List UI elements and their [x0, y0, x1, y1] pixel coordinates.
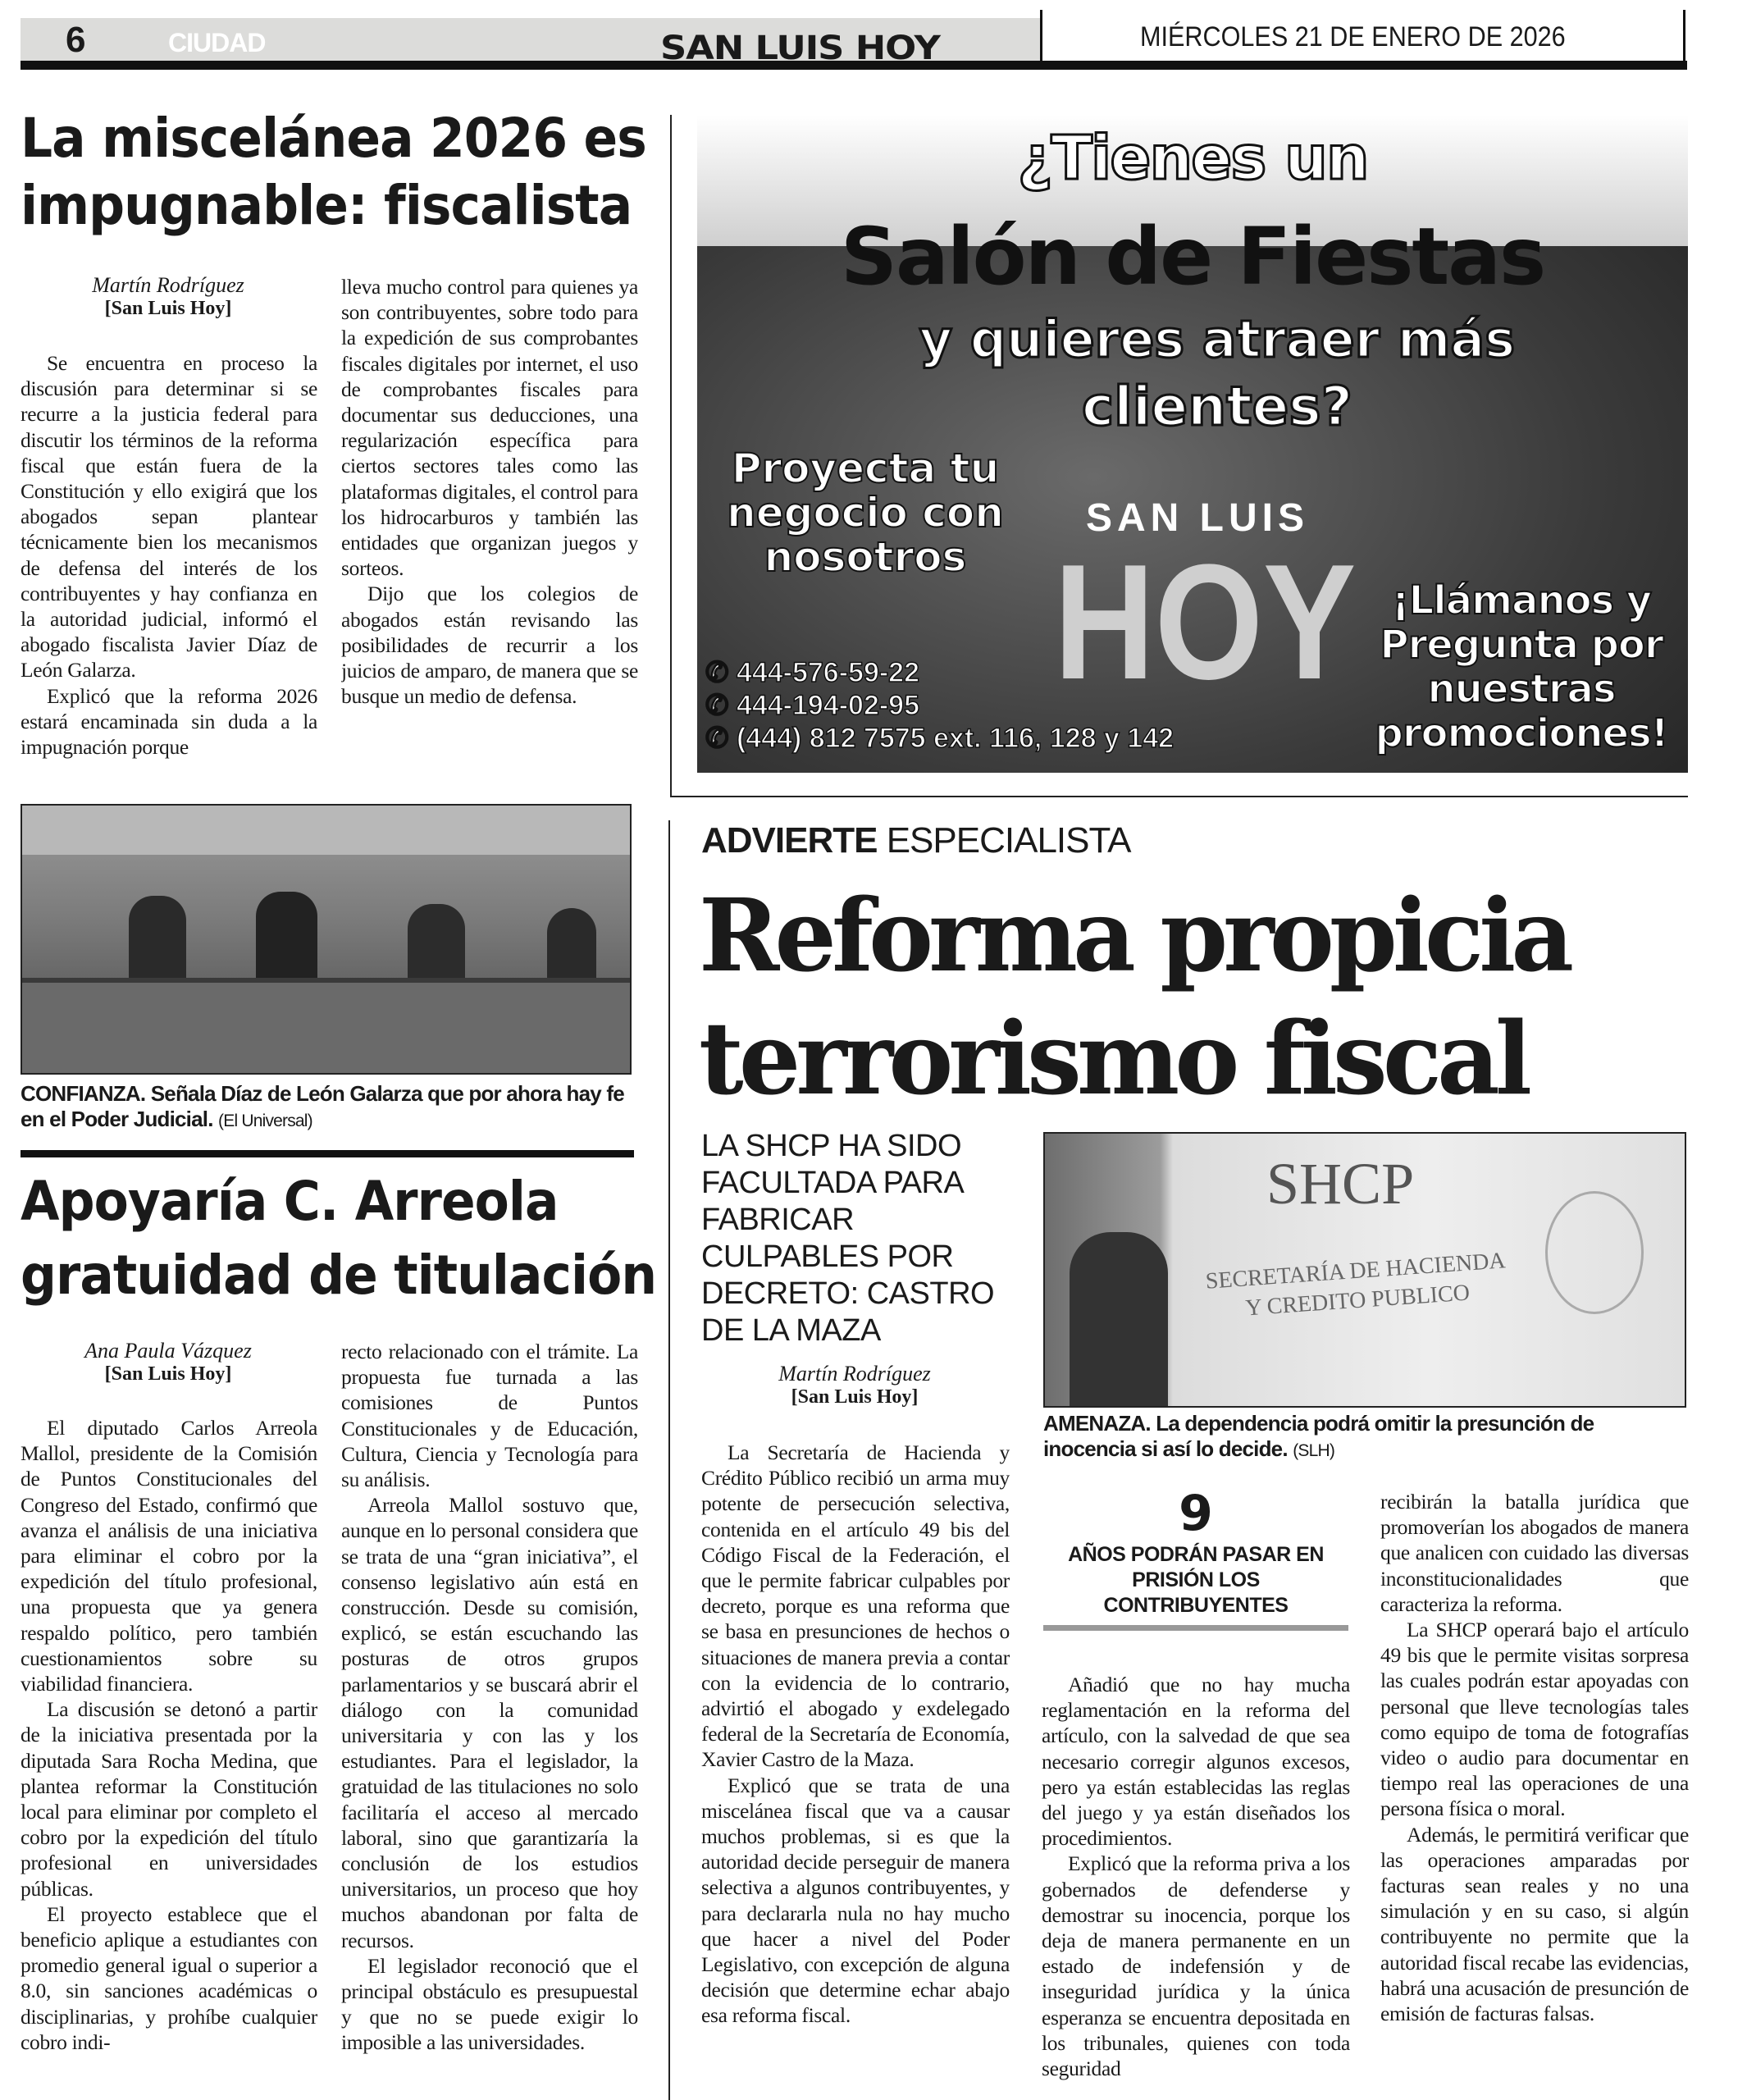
person: [408, 904, 465, 978]
ad-logo-text: SAN LUIS: [1085, 496, 1309, 540]
author: Martín Rodríguez: [92, 273, 244, 297]
person: [256, 892, 317, 978]
issue-date: MIÉRCOLES 21 DE ENERO DE 2026: [1140, 21, 1566, 52]
headline-line: Apoyaría C. Arreola: [21, 1170, 559, 1233]
paragraph: El diputado Carlos Arreola Mallol, presidente de la Comisión de Puntos Constitucionales del Congreso del Estado, confirmó que avanza el análisis de una iniciativa para eliminar el cobro por la expedición del título profesional, una propuesta que ya genera respaldo político, pero también cuestionamientos sobre su viabilidad financiera.: [21, 1416, 317, 1696]
newspaper-name: SAN LUIS HOY: [660, 30, 940, 67]
stat-rule: [1043, 1625, 1348, 1631]
paragraph: Arreola Mallol sostuvo que, aunque en lo personal considera que se trata de una “gran iniciativa”, el consenso legislativo aún está en construcción. Desde su comisión, explicó, se están escuchando las posturas de otros grupos parlamentarios y se buscará abrir el diálogo con la comunidad universitaria y con las y los estudiantes. Para el legislador, la gratuidad de las titulaciones no solo facilitaría el acceso al mercado laboral, sino que garantizaría la conclusión de los estudios universitarios, un proceso que hoy muchos abandonan por falta de recursos.: [341, 1493, 638, 1952]
article3-column-3: [1380, 1489, 1689, 2100]
sign-acronym: SHCP: [1266, 1151, 1415, 1217]
article3-column-2: [1042, 1672, 1350, 2100]
page-number: 6: [66, 20, 86, 60]
outlet: [San Luis Hoy]: [104, 298, 232, 319]
bench: [22, 978, 632, 1075]
ad-phones: [705, 656, 1174, 755]
paragraph: La SHCP operará bajo el artículo 49 bis que le permite visitas sorpresa las cuales podrán estar apoyadas con personal que lleve tecnologías tales como equipo de toma de fotografías video o audio para documentar en tiempo real las operaciones de una persona física o moral.: [1380, 1618, 1689, 1821]
paragraph: Se encuentra en proceso la discusión para determinar si se recurre a la justicia federal para discutir los términos de la reforma fiscal que están fuera de la Constitución y ello exigirá que los abogados sepan plantear técnicamente bien los mecanismos de defensa del interés de los contribuyentes y hay confianza en la autoridad judicial, informó el abogado fiscalista Javier Díaz de León Galarza.: [21, 351, 317, 682]
ad-logo-text: HOY: [1054, 531, 1357, 714]
caption-text: Señala Díaz de León Galarza que por ahora hay fe en el Poder Judicial.: [21, 1081, 624, 1131]
caption-keyword: AMENAZA.: [1043, 1411, 1151, 1436]
phone-text: 444-576-59-22: [736, 657, 919, 688]
photo1-caption: [21, 1081, 636, 1134]
outlet: [San Luis Hoy]: [791, 1386, 919, 1408]
caption-keyword: CONFIANZA.: [21, 1081, 146, 1106]
column-divider: [670, 115, 672, 796]
phone-icon: ✆: [705, 690, 737, 721]
headline-line: gratuidad de titulación: [21, 1244, 657, 1307]
column-divider: [668, 820, 670, 2100]
person: [1070, 1232, 1168, 1408]
kicker-rest: ESPECIALISTA: [877, 820, 1131, 861]
paragraph: El proyecto establece que el beneficio aplique a estudiantes con promedio general igual o superior a 8.0, sin sanciones académicas o disciplinarias, y prohíbe cualquier cobro indi-: [21, 1901, 317, 2054]
phone-icon: ✆: [705, 723, 737, 754]
paragraph: La Secretaría de Hacienda y Crédito Público recibió un arma muy potente de persecución selectiva, contenida en el artículo 49 bis del Código Fiscal de la Federación, el que le permite fabricar culpables por decreto, porque es una reforma que se basa en presunciones de hechos o situaciones de manera previa a contar con la evidencia de lo contrario, advirtió el abogado y exdelegado federal de la Secretaría de Economía, Xavier Castro de la Maza.: [701, 1440, 1010, 1772]
paragraph: recto relacionado con el trámite. La propuesta fue turnada a las comisiones de Puntos Constitucionales y de Educación, Cultura, Ciencia y Tecnología para su análisis.: [341, 1340, 638, 1492]
stat-box: [1043, 1485, 1348, 1618]
phone-icon: ✆: [705, 657, 737, 688]
caption-text: La dependencia podrá omitir la presunción de inocencia si así lo decide.: [1043, 1411, 1594, 1461]
stat-text: AÑOS PODRÁN PASAR EN PRISIÓN LOS CONTRIBUYENTES: [1068, 1543, 1324, 1617]
article1-column-2: [341, 274, 638, 787]
paragraph: Dijo que los colegios de abogados están revisando las posibilidades de recurrir a los juicios de amparo, de manera que se busque un medio de defensa.: [341, 582, 638, 709]
paragraph: El legislador reconoció que el principal obstáculo es presupuestal y que no se puede exigir lo imposible a las universidades.: [341, 1953, 638, 2055]
paragraph: Explicó que la reforma priva a los gobernados de defenderse y demostrar su inocencia, porque los deja de manera permanente en un estado de indefensión y de inseguridad jurídica y la única esperanza se encuentra depositada en los tribunales, quienes con toda seguridad: [1042, 1851, 1350, 2081]
article2-column-1: [21, 1415, 317, 2100]
header-divider: [1683, 10, 1685, 67]
sign-name: SECRETARÍA DE HACIENDA Y CREDITO PUBLICO: [1204, 1248, 1507, 1322]
section-divider: [670, 796, 1688, 797]
ad-text: Salón de Fiestas: [840, 211, 1545, 303]
article3-headline: [699, 874, 1569, 1120]
phone-number: [705, 722, 1174, 755]
stat-number: 9: [1179, 1485, 1213, 1542]
article3-subtitle: LA SHCP HA SIDO FACULTADA PARA FABRICAR CULPABLES POR DECRETO: CASTRO DE LA MAZA: [701, 1129, 995, 1348]
header-divider: [1040, 10, 1042, 67]
ad-text: clientes?: [1082, 375, 1352, 438]
photo2-caption: [1043, 1411, 1691, 1463]
phone-text: (444) 812 7575 ext. 116, 128 y 142: [736, 723, 1175, 754]
phone-text: 444-194-02-95: [736, 690, 919, 721]
caption-source: (El Universal): [218, 1112, 312, 1130]
paragraph: recibirán la batalla jurídica que promoverían los abogados de manera que analicen con cuidado las diversas inconstitucionalidades que caracteriza la reforma.: [1380, 1490, 1689, 1616]
paragraph: lleva mucho control para quienes ya son contribuyentes, sobre todo para la expedición de sus comprobantes fiscales digitales por internet, el uso de comprobantes fiscales para documentar sus deducciones, una regularización específica para ciertos sectores tales como las plataformas digitales, el control para los hidrocarburos y también las entidades que organizan juegos y sorteos.: [341, 275, 638, 581]
ad-text: Proyecta tu negocio con nosotros: [727, 445, 1004, 581]
ad-text: y quieres atraer más: [919, 309, 1516, 369]
headline-line: Reforma propicia: [699, 876, 1570, 994]
author: Martín Rodríguez: [778, 1362, 931, 1386]
paragraph: Añadió que no hay mucha reglamentación en la reforma del artículo, con la salvedad de que sea necesario corregir algunos excesos, pero ya están establecidas las reglas del juego y ya están diseñados los procedimientos.: [1042, 1673, 1350, 1851]
person: [547, 908, 596, 978]
phone-number: [705, 689, 919, 722]
advertisement[interactable]: [697, 115, 1688, 773]
article1-byline: [21, 273, 316, 320]
caption-source: (SLH): [1293, 1441, 1335, 1460]
paragraph: Explicó que la reforma 2026 estará encaminada sin duda a la impugnación porque: [21, 683, 317, 760]
wall-panel: [22, 806, 632, 855]
phone-number: [705, 656, 919, 689]
paragraph: Explicó que se trata de una miscelánea fiscal que va a causar muchos problemas, si es que la autoridad decide perseguir de manera selectiva a algunos contribuyentes, y para declararla nula no hay mucho que hacer a nivel del Poder Legislativo, con excepción de alguna decisión que determine echar abajo esa reforma fiscal.: [701, 1773, 1010, 2028]
headline-line: La miscelánea 2026 es: [21, 107, 646, 170]
article3-kicker: [701, 820, 1130, 861]
article3-byline: [707, 1362, 1002, 1408]
paragraph: Además, le permitirá verificar que las operaciones amparadas por facturas sean reales y no una simulación y en su caso, si algún contribuyente no permite que la autoridad fiscal recabe las evidencias, habrá una acusación de presunción de emisión de facturas falsas.: [1380, 1822, 1689, 2026]
article2-byline: [21, 1339, 316, 1386]
article2-column-2: [341, 1339, 638, 2100]
article-divider: [21, 1150, 634, 1157]
article1-headline: [21, 105, 646, 240]
article1-column-1: [21, 350, 317, 785]
author: Ana Paula Vázquez: [84, 1339, 252, 1363]
paragraph: La discusión se detonó a partir de la iniciativa presentada por la diputada Sara Rocha Medina, que plantea reformar la Constitución local para eliminar por completo el cobro por la expedición del título profesional en universidades públicas.: [21, 1697, 317, 1901]
person: [129, 896, 186, 978]
article2-headline: [21, 1165, 656, 1312]
section-name: CIUDAD: [168, 28, 266, 57]
kicker-bold: ADVIERTE: [701, 820, 878, 861]
courtroom-photo: [21, 804, 632, 1075]
headline-line: impugnable: fiscalista: [21, 174, 632, 237]
ad-text: ¿Tienes un: [1017, 123, 1368, 194]
outlet: [San Luis Hoy]: [104, 1363, 232, 1385]
ad-text: ¡Llámanos y Pregunta por nuestras promociones!: [1375, 578, 1668, 756]
headline-line: terrorismo fiscal: [699, 999, 1528, 1117]
article3-column-1: [701, 1440, 1010, 2100]
coat-of-arms-icon: [1545, 1191, 1644, 1314]
shcp-photo: [1043, 1132, 1686, 1408]
